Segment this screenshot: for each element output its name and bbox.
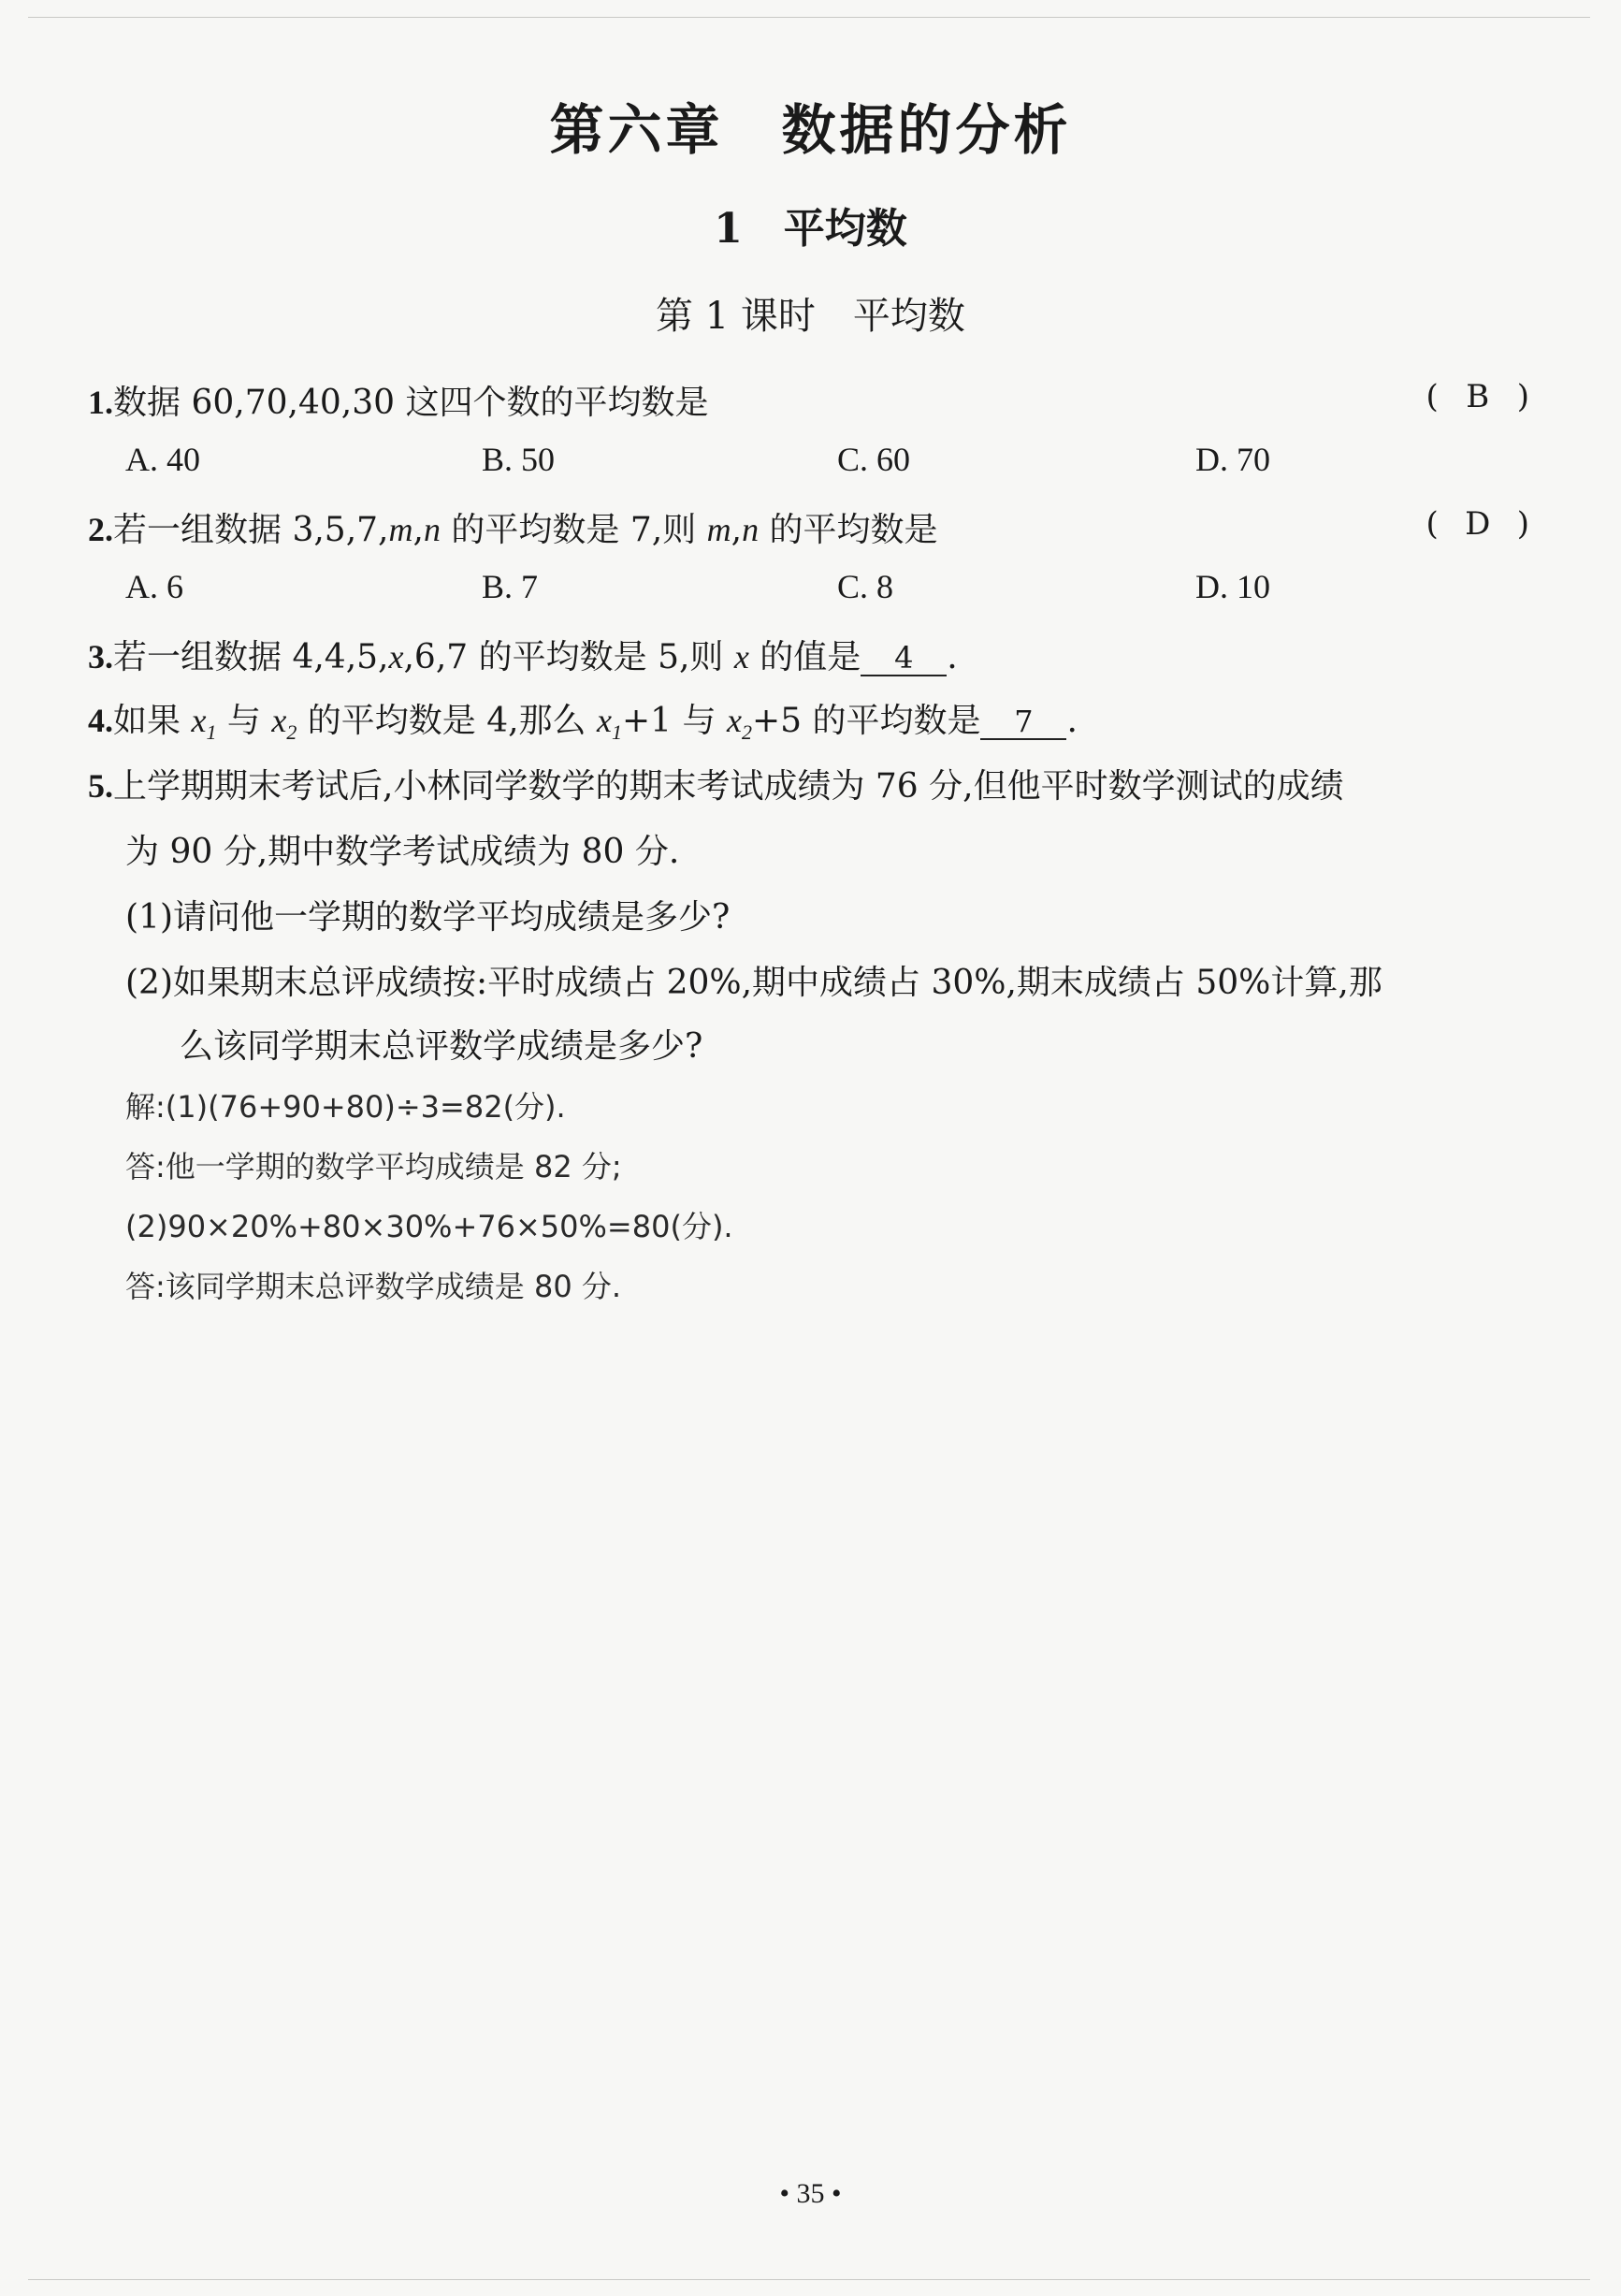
answer-blank: 7 xyxy=(980,705,1066,740)
question-3 xyxy=(88,631,958,678)
question-text: 的平均数是 xyxy=(802,702,981,740)
variable-x2: $x_2$ xyxy=(726,702,752,745)
question-text: ,6,7 的平均数是 5,则 xyxy=(403,638,734,676)
question-5 xyxy=(88,760,1344,807)
option-a: A. 40 xyxy=(125,441,200,478)
variable-x: x xyxy=(733,638,749,676)
page-edge-top xyxy=(28,17,1590,18)
page-edge-bottom xyxy=(28,2279,1590,2280)
answer-blank: 4 xyxy=(861,642,947,676)
question-text: 若一组数据 4,4,5, xyxy=(113,638,389,676)
page-number: • 35 • xyxy=(779,2178,842,2209)
option-a: A. 6 xyxy=(125,568,183,605)
question-number: 2. xyxy=(88,511,113,548)
question-5-line-2: 为 90 分,期中数学考试成绩为 80 分. xyxy=(125,833,680,871)
question-number: 1. xyxy=(88,384,113,421)
question-text: 与 xyxy=(216,702,272,740)
question-number: 4. xyxy=(88,702,113,739)
lesson-title: 第 1 课时 平均数 xyxy=(656,295,965,338)
section-title: 1 平均数 xyxy=(714,205,907,253)
plus-five: +5 xyxy=(751,702,803,740)
variable-n: n xyxy=(423,511,441,548)
chapter-title: 第六章 数据的分析 xyxy=(549,98,1072,162)
variable-x1: $x_1$ xyxy=(597,702,622,745)
question-number: 5. xyxy=(88,767,113,805)
question-5-part-2-line-2: 么该同学期末总评数学成绩是多少? xyxy=(180,1027,703,1066)
option-b: B. 50 xyxy=(482,441,556,478)
plus-one: +1 xyxy=(621,702,673,740)
question-number: 3. xyxy=(88,638,113,676)
question-5-part-2: (2)如果期末总评成绩按:平时成绩占 20%,期中成绩占 30%,期末成绩占 50%计算,那 xyxy=(125,964,1382,1002)
variable-m: m xyxy=(388,511,413,548)
answer-letter: D xyxy=(1465,505,1491,543)
variable-x: x xyxy=(388,638,404,676)
solution-line-1: 解:(1)(76+90+80)÷3=82(分). xyxy=(125,1089,566,1125)
option-d: D. 70 xyxy=(1195,441,1270,478)
variable-n: n xyxy=(742,511,760,548)
question-4 xyxy=(88,694,1078,745)
option-d: D. 10 xyxy=(1195,568,1270,605)
solution-line-4: 答:该同学期末总评数学成绩是 80 分. xyxy=(125,1269,622,1304)
question-text: 的平均数是 7,则 xyxy=(440,511,707,549)
question-text: 的平均数是 xyxy=(759,511,938,549)
option-c: C. 60 xyxy=(837,441,911,478)
answer-letter: B xyxy=(1466,378,1490,415)
option-c: C. 8 xyxy=(837,568,894,605)
question-text: 数据 60,70,40,30 这四个数的平均数是 xyxy=(113,384,709,422)
variable-x1: $x_1$ xyxy=(191,702,217,745)
answer-bracket-2: ( D ) xyxy=(1426,505,1529,543)
period: . xyxy=(947,638,958,676)
question-text: 如果 xyxy=(113,702,192,740)
period: . xyxy=(1066,702,1078,740)
question-text: 若一组数据 3,5,7, xyxy=(113,511,389,549)
question-2 xyxy=(88,503,938,551)
question-text: 的值是 xyxy=(748,638,861,676)
option-b: B. 7 xyxy=(482,568,539,605)
answer-bracket-1: ( B ) xyxy=(1426,378,1529,415)
solution-line-3: (2)90×20%+80×30%+76×50%=80(分). xyxy=(125,1209,733,1244)
comma: , xyxy=(412,511,424,549)
comma: , xyxy=(731,511,743,549)
solution-line-2: 答:他一学期的数学平均成绩是 82 分; xyxy=(125,1149,622,1184)
question-1 xyxy=(88,376,708,424)
question-text: 的平均数是 4,那么 xyxy=(297,702,597,740)
variable-x2: $x_2$ xyxy=(271,702,297,745)
question-5-part-1: (1)请问他一学期的数学平均成绩是多少? xyxy=(125,898,731,937)
question-text: 与 xyxy=(672,702,727,740)
variable-m: m xyxy=(706,511,731,548)
question-text: 上学期期末考试后,小林同学数学的期末考试成绩为 76 分,但他平时数学测试的成绩 xyxy=(113,767,1344,806)
